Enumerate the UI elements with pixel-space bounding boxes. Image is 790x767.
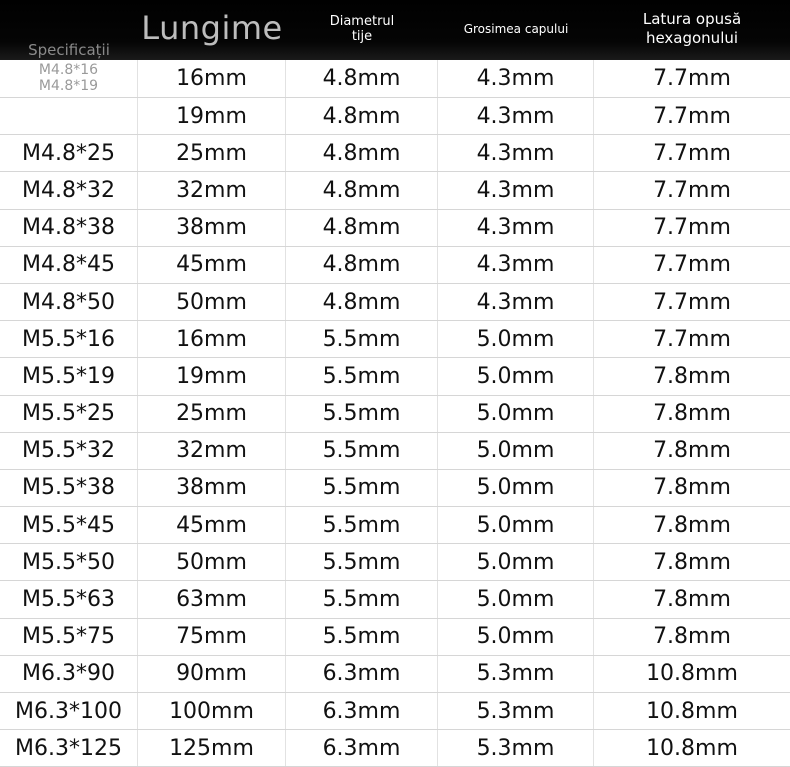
cell-head-thickness: 4.3mm: [438, 210, 594, 246]
cell-hex: 7.8mm: [653, 624, 731, 650]
cell-spec: M5.5*50: [0, 544, 138, 580]
cell-hex: 7.8mm: [653, 363, 731, 389]
table-row: [0, 172, 790, 209]
cell-head-thickness: 5.0mm: [438, 581, 594, 617]
table-row: [0, 433, 790, 470]
cell-diameter: 5.5mm: [286, 507, 438, 543]
cell-spec: M4.8*32: [0, 172, 138, 208]
cell-length: 16mm: [138, 60, 286, 97]
table-row: [0, 284, 790, 321]
table-row: [0, 358, 790, 395]
table-row: [0, 619, 790, 656]
cell-diameter: 6.3mm: [286, 656, 438, 692]
header-spec: Specificații: [28, 41, 110, 59]
header-length: Lungime: [141, 9, 283, 47]
cell-length: 50mm: [138, 284, 286, 320]
cell-length: 75mm: [138, 619, 286, 655]
cell-diameter: 4.8mm: [286, 210, 438, 246]
cell-diameter: 5.5mm: [286, 581, 438, 617]
cell-length: 32mm: [138, 433, 286, 469]
cell-hex: 7.8mm: [653, 401, 731, 427]
cell-length: 19mm: [138, 358, 286, 394]
cell-length: 90mm: [138, 656, 286, 692]
cell-length: 50mm: [138, 544, 286, 580]
cell-head-thickness: 5.0mm: [438, 358, 594, 394]
cell-diameter: 5.5mm: [286, 470, 438, 506]
cell-head-thickness: 5.0mm: [438, 507, 594, 543]
cell-spec: M6.3*100: [0, 693, 138, 729]
cell-spec: M5.5*63: [0, 581, 138, 617]
cell-hex: 7.8mm: [653, 438, 731, 464]
cell-spec: M5.5*25: [0, 396, 138, 432]
header-hex-line2: hexagonului: [645, 29, 739, 47]
cell-head-thickness: 4.3mm: [438, 60, 594, 97]
cell-length: 45mm: [138, 507, 286, 543]
cell-spec: [0, 98, 138, 134]
cell-length: 100mm: [138, 693, 286, 729]
table-row: [0, 396, 790, 433]
cell-length: 45mm: [138, 247, 286, 283]
table-row: [0, 135, 790, 172]
cell-diameter: 4.8mm: [286, 247, 438, 283]
cell-diameter: 5.5mm: [286, 544, 438, 580]
cell-hex: 7.7mm: [653, 289, 731, 315]
header-hex-line1: Latura opusă: [642, 10, 742, 28]
cell-head-thickness: 5.0mm: [438, 321, 594, 357]
cell-spec: [0, 60, 138, 97]
cell-length: 16mm: [138, 321, 286, 357]
cell-spec: M5.5*45: [0, 507, 138, 543]
cell-spec: M4.8*38: [0, 210, 138, 246]
cell-diameter: 6.3mm: [286, 693, 438, 729]
cell-spec: M5.5*32: [0, 433, 138, 469]
cell-hex: 7.7mm: [653, 66, 731, 91]
cell-hex: 7.7mm: [653, 140, 731, 166]
cell-head-thickness: 4.3mm: [438, 172, 594, 208]
table-row: [0, 656, 790, 693]
table-row: [0, 60, 790, 98]
cell-length: 63mm: [138, 581, 286, 617]
cell-head-thickness: 5.0mm: [438, 433, 594, 469]
cell-hex: 7.8mm: [653, 512, 731, 538]
cell-hex: 7.7mm: [653, 103, 731, 129]
cell-head-thickness: 5.3mm: [438, 656, 594, 692]
cell-diameter: 6.3mm: [286, 730, 438, 766]
cell-diameter: 4.8mm: [286, 60, 438, 97]
cell-length: 25mm: [138, 396, 286, 432]
cell-hex: 7.7mm: [653, 177, 731, 203]
header-diameter: [286, 0, 438, 60]
cell-length: 125mm: [138, 730, 286, 766]
cell-spec: M4.8*25: [0, 135, 138, 171]
header-hex: [594, 0, 790, 60]
cell-spec: M6.3*125: [0, 730, 138, 766]
cell-diameter: 4.8mm: [286, 172, 438, 208]
cell-hex: 7.7mm: [653, 326, 731, 352]
cell-head-thickness: 5.0mm: [438, 396, 594, 432]
cell-spec: M4.8*45: [0, 247, 138, 283]
cell-diameter: 5.5mm: [286, 396, 438, 432]
cell-length: 32mm: [138, 172, 286, 208]
cell-length: 25mm: [138, 135, 286, 171]
table-row: [0, 507, 790, 544]
cell-hex: 7.8mm: [653, 549, 731, 575]
cell-hex: 7.7mm: [653, 252, 731, 278]
cell-head-thickness: 5.3mm: [438, 693, 594, 729]
table-body: [0, 60, 790, 767]
cell-head-thickness: 4.3mm: [438, 98, 594, 134]
cell-spec: M6.3*90: [0, 656, 138, 692]
cell-diameter: 5.5mm: [286, 358, 438, 394]
cell-diameter: 5.5mm: [286, 619, 438, 655]
cell-diameter: 4.8mm: [286, 284, 438, 320]
cell-spec-line: M4.8*16: [38, 62, 99, 78]
cell-head-thickness: 4.3mm: [438, 135, 594, 171]
cell-hex: 10.8mm: [646, 661, 738, 687]
cell-spec: M5.5*16: [0, 321, 138, 357]
table-row: [0, 693, 790, 730]
header-head-thickness: Grosimea capului: [463, 22, 569, 36]
cell-diameter: 4.8mm: [286, 98, 438, 134]
cell-hex: 10.8mm: [646, 698, 738, 724]
table-header: [0, 0, 790, 60]
cell-head-thickness: 5.0mm: [438, 470, 594, 506]
cell-spec: M5.5*19: [0, 358, 138, 394]
table-row: [0, 98, 790, 135]
table-row: [0, 247, 790, 284]
table-row: [0, 544, 790, 581]
table-row: [0, 470, 790, 507]
cell-diameter: 5.5mm: [286, 321, 438, 357]
cell-hex: 7.7mm: [653, 215, 731, 241]
cell-spec: M5.5*38: [0, 470, 138, 506]
cell-head-thickness: 4.3mm: [438, 247, 594, 283]
cell-spec: M4.8*50: [0, 284, 138, 320]
cell-spec: M5.5*75: [0, 619, 138, 655]
cell-head-thickness: 4.3mm: [438, 284, 594, 320]
cell-head-thickness: 5.3mm: [438, 730, 594, 766]
cell-length: 38mm: [138, 470, 286, 506]
table-row: [0, 730, 790, 767]
cell-length: 38mm: [138, 210, 286, 246]
table-row: [0, 321, 790, 358]
cell-hex: 7.8mm: [653, 475, 731, 501]
table-row: [0, 581, 790, 618]
cell-hex: 10.8mm: [646, 735, 738, 761]
cell-diameter: 5.5mm: [286, 433, 438, 469]
header-diameter-line1: Diametrul: [329, 14, 395, 29]
cell-spec-line: M4.8*19: [38, 78, 99, 94]
cell-diameter: 4.8mm: [286, 135, 438, 171]
header-diameter-line2: tije: [351, 29, 373, 44]
table-row: [0, 210, 790, 247]
cell-length: 19mm: [138, 98, 286, 134]
cell-head-thickness: 5.0mm: [438, 544, 594, 580]
cell-head-thickness: 5.0mm: [438, 619, 594, 655]
cell-hex: 7.8mm: [653, 587, 731, 613]
